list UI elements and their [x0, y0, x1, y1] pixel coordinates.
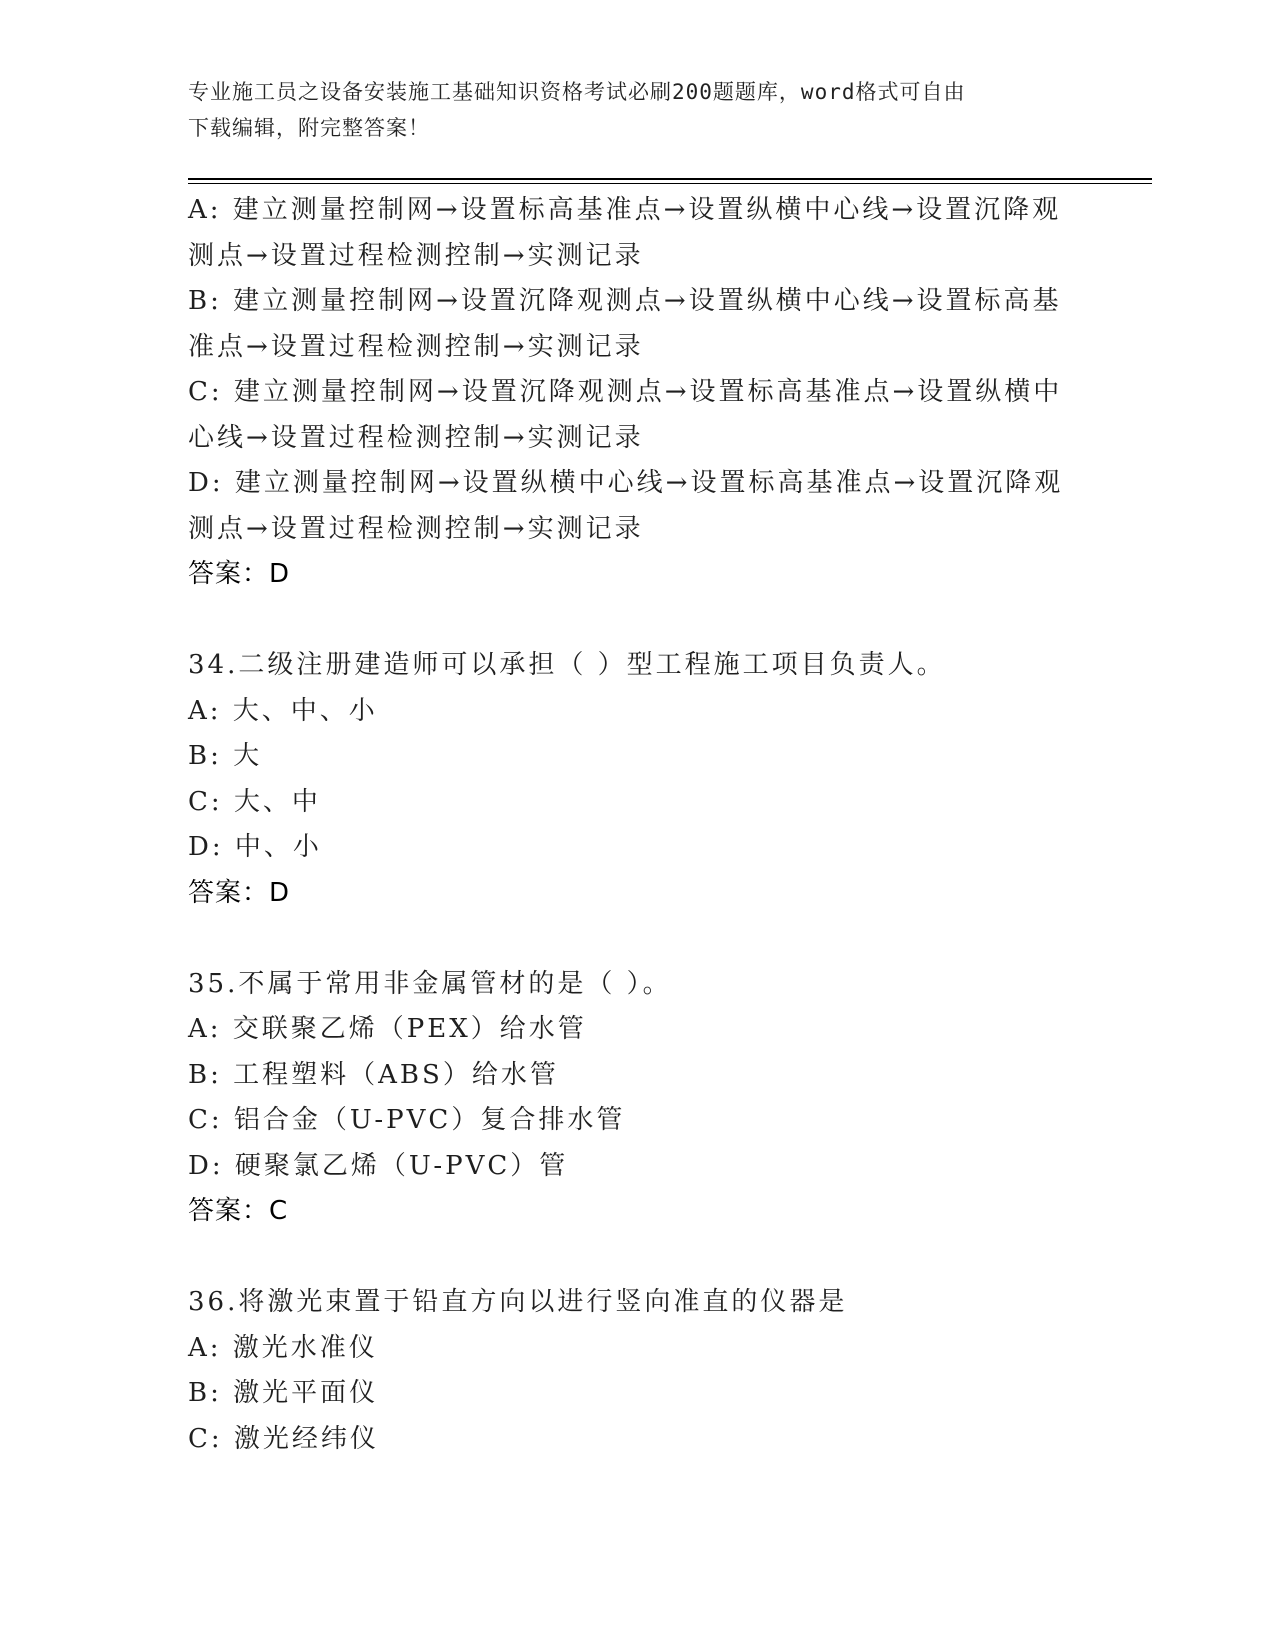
- option-b-line-2: 准点→设置过程检测控制→实测记录: [188, 331, 644, 362]
- option-c: C: 铝合金（U-PVC）复合排水管: [188, 1105, 626, 1135]
- option-c: C: 激光经纬仪: [188, 1423, 379, 1454]
- header-divider-thin: [188, 183, 1152, 184]
- spacer: [188, 1235, 1088, 1281]
- option-a: A: 交联聚乙烯（PEX）给水管: [188, 1014, 587, 1044]
- option-d: D: 中、小: [188, 832, 322, 862]
- option-c: C: 大、中: [188, 786, 321, 817]
- question-35: [188, 962, 1088, 1235]
- option-b: B: 激光平面仪: [188, 1378, 379, 1408]
- option-b-line-1: B: 建立测量控制网→设置沉降观测点→设置纵横中心线→设置标高基: [188, 286, 1062, 316]
- option-a: A: 大、中、小: [188, 695, 378, 726]
- header-divider-thick: [188, 178, 1152, 180]
- option-d: D: 硬聚氯乙烯（U-PVC）管: [188, 1150, 569, 1181]
- question-text: 34.二级注册建造师可以承担（ ）型工程施工项目负责人。: [188, 650, 946, 680]
- option-b: B: 工程塑料（ABS）给水管: [188, 1059, 559, 1090]
- answer-text: 答案：C: [188, 1196, 289, 1226]
- question-text: 35.不属于常用非金属管材的是（ ）。: [188, 968, 672, 999]
- spacer: [188, 916, 1088, 962]
- question-text: 36.将激光束置于铅直方向以进行竖向准直的仪器是: [188, 1287, 848, 1317]
- answer-text: 答案：D: [188, 877, 291, 908]
- document-header: [188, 74, 1088, 146]
- spacer: [188, 598, 1088, 644]
- option-b: B: 大: [188, 741, 263, 771]
- option-c-line-1: C: 建立测量控制网→设置沉降观测点→设置标高基准点→设置纵横中: [188, 377, 1063, 407]
- option-a-line-2: 测点→设置过程检测控制→实测记录: [188, 240, 644, 271]
- header-line-2: 下载编辑，附完整答案！: [188, 116, 430, 140]
- option-d-line-2: 测点→设置过程检测控制→实测记录: [188, 513, 644, 544]
- question-34: [188, 643, 1088, 916]
- question-list: [188, 188, 1088, 1462]
- question-36: [188, 1280, 1088, 1462]
- header-line-1: 专业施工员之设备安装施工基础知识资格考试必刷200题题库，word格式可自由: [188, 80, 966, 104]
- option-c-line-2: 心线→设置过程检测控制→实测记录: [188, 422, 644, 453]
- answer-text: 答案：D: [188, 559, 291, 589]
- option-d-line-1: D: 建立测量控制网→设置纵横中心线→设置标高基准点→设置沉降观: [188, 468, 1064, 498]
- question-33: [188, 188, 1088, 598]
- option-a: A: 激光水准仪: [188, 1332, 378, 1363]
- option-a-line-1: A: 建立测量控制网→设置标高基准点→设置纵横中心线→设置沉降观: [188, 195, 1062, 225]
